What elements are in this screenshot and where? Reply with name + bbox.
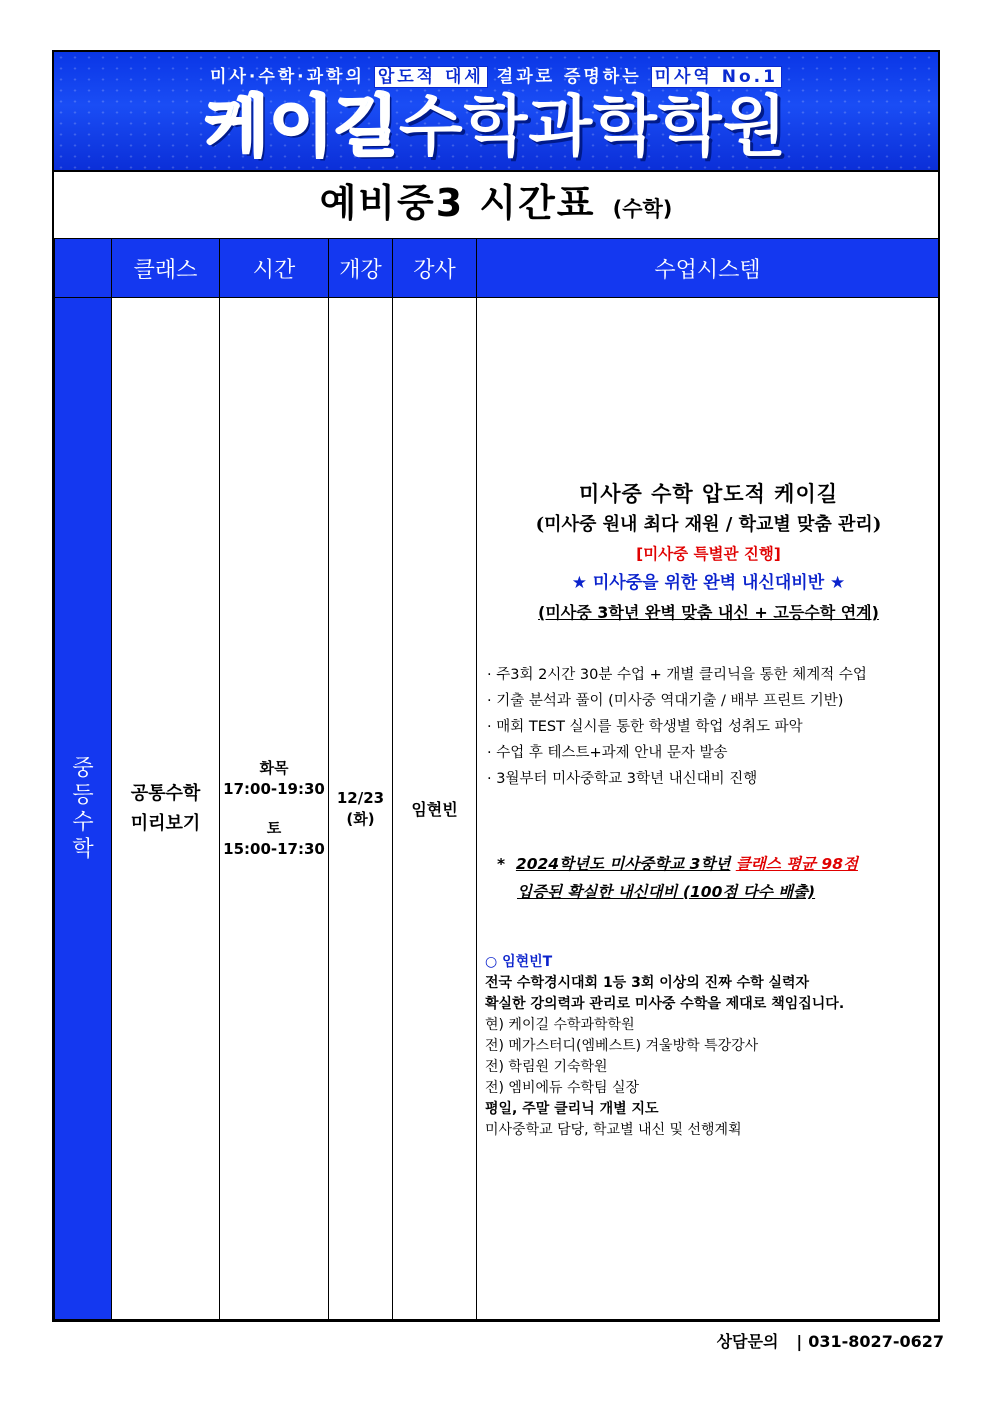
- teacher-profile-line: 평일, 주말 클리닉 개별 지도: [485, 1101, 659, 1117]
- teacher-profile-line: 전) 학림원 기숙학원: [485, 1059, 608, 1075]
- header-class: 클래스: [112, 239, 220, 298]
- teacher-profile-line: 전국 수학경시대회 1등 3회 이상의 진짜 수학 실력자: [485, 975, 810, 991]
- result-note: [497, 850, 934, 906]
- schedule-table: [54, 238, 939, 1320]
- teacher-profile-name: ○ 임현빈T: [485, 954, 553, 970]
- slogan-highlight-2: 미사역 No.1: [651, 66, 782, 88]
- slogan-middle: 결과로 증명하는: [496, 67, 642, 87]
- note-average: 클래스 평균 98점: [735, 855, 858, 873]
- contact-separator: |: [796, 1332, 803, 1351]
- link-headline: (미사중 3학년 완벽 맞춤 내신 + 고등수학 연계): [538, 603, 879, 622]
- list-item: · 수업 후 테스트+과제 안내 문자 발송: [487, 745, 728, 761]
- class-cell: [112, 298, 220, 1320]
- brand-name-rest: 수학과학학원: [398, 88, 788, 165]
- page-title: [54, 170, 938, 240]
- list-item: · 주3회 2시간 30분 수업 + 개별 클리닉을 통한 체계적 수업: [487, 667, 867, 683]
- open-date-cell: [329, 298, 393, 1320]
- class-name-line: 공통수학: [130, 782, 201, 804]
- title-main: 예비중3 시간표: [319, 181, 596, 225]
- header-blank: [55, 239, 112, 298]
- contact-label: 상담문의: [716, 1332, 779, 1351]
- header-time: 시간: [220, 239, 329, 298]
- table-header-row: [55, 239, 939, 298]
- timetable-frame: [52, 50, 940, 1322]
- side-char: 수: [72, 809, 94, 835]
- header-system: 수업시스템: [477, 239, 939, 298]
- header-teacher: 강사: [393, 239, 477, 298]
- special-hall-note: [미사중 특별관 진행]: [636, 545, 781, 563]
- list-item: · 매회 TEST 실시를 통한 학생별 학업 성취도 파악: [487, 719, 803, 735]
- teacher-profile-line: 확실한 강의력과 관리로 미사중 수학을 제대로 책임집니다.: [485, 996, 845, 1012]
- note-line-2: 입증된 확실한 내신대비 (100점 다수 배출): [517, 883, 816, 901]
- teacher-profile-line: 전) 엠비에듀 수학팀 실장: [485, 1080, 640, 1096]
- note-asterisk: *: [497, 855, 506, 873]
- teacher-profile-line: 현) 케이길 수학과학학원: [485, 1017, 635, 1033]
- contact-phone: 031-8027-0627: [808, 1332, 944, 1351]
- system-subheading: (미사중 원내 최다 재원 / 학교별 맞춤 관리): [535, 514, 882, 535]
- time-days-weekday: 화목: [259, 758, 289, 777]
- system-header: [483, 478, 934, 628]
- teacher-profile-line: 미사중학교 담당, 학교별 내신 및 선행계획: [485, 1122, 742, 1138]
- open-date: 12/23: [336, 788, 385, 807]
- academy-logo: [54, 84, 938, 170]
- class-name-line: 미리보기: [130, 812, 201, 834]
- system-bullets: [483, 662, 934, 792]
- time-days-weekend: 토: [266, 818, 282, 837]
- system-heading: 미사중 수학 압도적 케이길: [578, 482, 839, 506]
- slogan-highlight-1: 압도적 대세: [374, 66, 488, 88]
- slogan-prefix: 미사·수학·과학의: [210, 67, 365, 87]
- list-item: · 3월부터 미사중학교 3학년 내신대비 진행: [487, 771, 758, 787]
- time-hours-weekend: 15:00-17:30: [223, 839, 325, 858]
- academy-banner: [54, 52, 938, 172]
- open-day: (화): [346, 809, 375, 828]
- teacher-profile: [483, 952, 934, 1141]
- brand-name-k: 케이길: [204, 88, 399, 165]
- note-line-1: 2024학년도 미사중학교 3학년: [515, 855, 731, 873]
- teacher-cell: 임현빈: [393, 298, 477, 1320]
- star-headline: ★ 미사중을 위한 완벽 내신대비반 ★: [571, 573, 846, 593]
- teacher-profile-line: 전) 메가스터디(엠베스트) 겨울방학 특강강사: [485, 1038, 759, 1054]
- side-char: 등: [72, 782, 94, 808]
- list-item: · 기출 분석과 풀이 (미사중 역대기출 / 배부 프린트 기반): [487, 693, 844, 709]
- header-open: 개강: [329, 239, 393, 298]
- time-hours-weekday: 17:00-19:30: [223, 779, 325, 798]
- system-cell: [477, 298, 939, 1320]
- table-row: [55, 298, 939, 1320]
- side-label: [55, 298, 112, 1320]
- title-subject: (수학): [612, 197, 673, 221]
- side-char: 학: [72, 836, 94, 862]
- contact-footer: [717, 1329, 944, 1352]
- time-cell: [220, 298, 329, 1320]
- side-char: 중: [72, 755, 94, 781]
